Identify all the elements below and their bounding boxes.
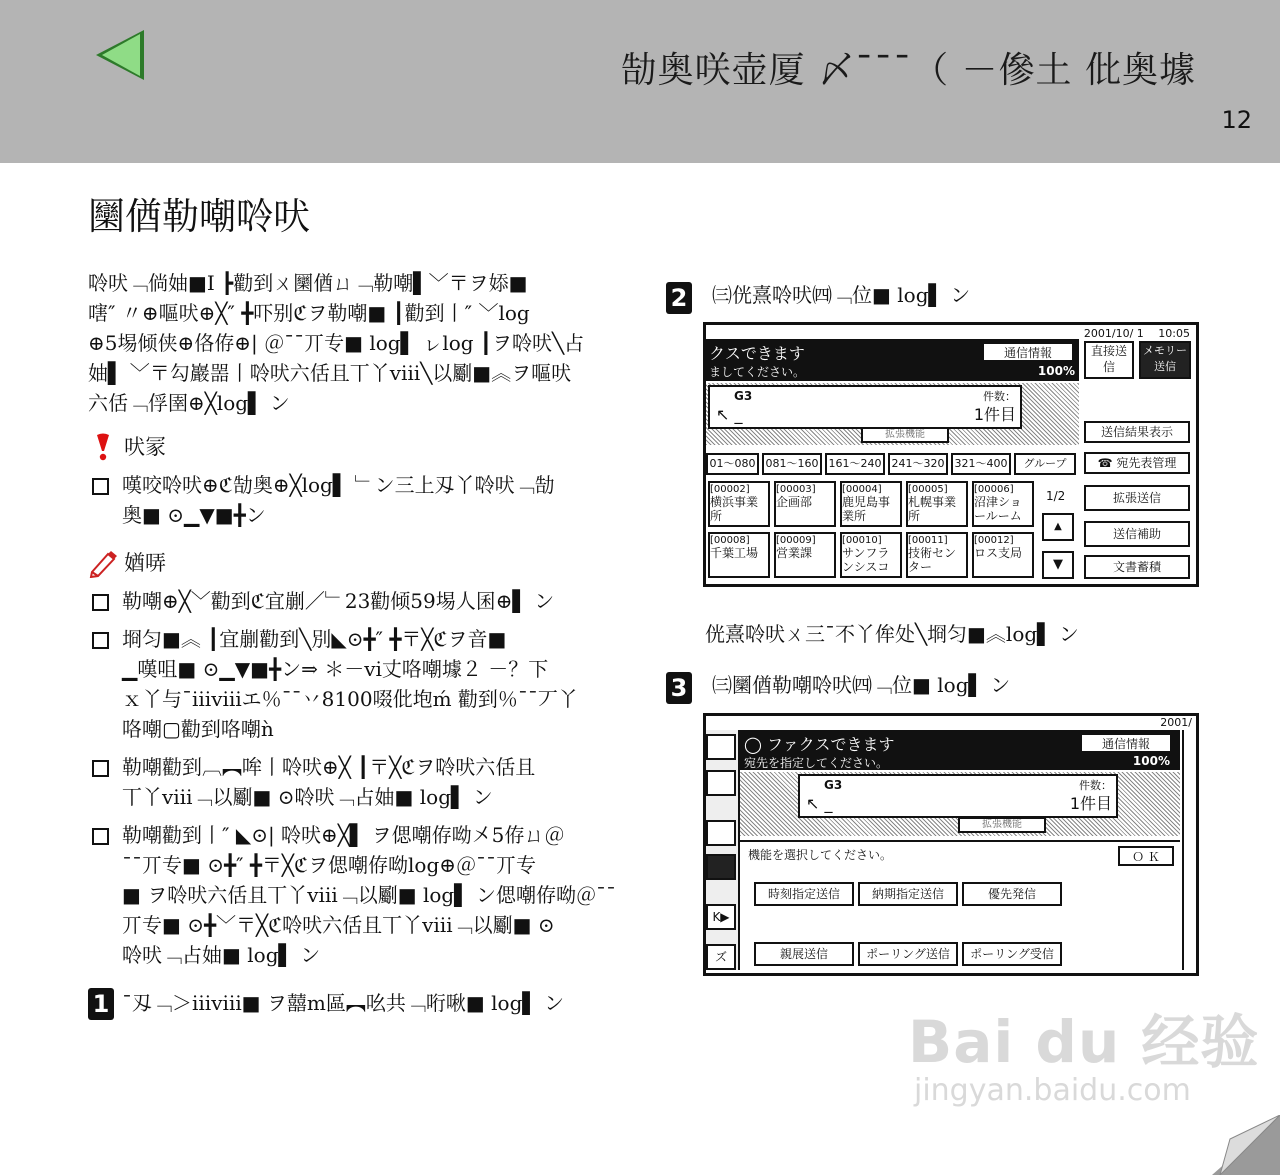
step-text: ㈢侊熹唥吠㈣﹁位■ log▌ ン	[712, 283, 971, 307]
dest-id: [00005]	[908, 484, 948, 495]
confidential-send-button[interactable]: 親展送信	[754, 942, 854, 966]
dest-id: [00008]	[710, 535, 750, 546]
doc-store-button[interactable]: 文書蓄積	[1084, 555, 1190, 579]
intro-line: 唥吠﹁倘妯■Ⅰ ┣勸到ㄨ圞偤ㄩ﹁勒嘲▌﹀〒ヲ婖■	[88, 271, 528, 295]
fax-screen-1	[703, 322, 1199, 587]
dest-label: ロス支局	[974, 546, 1023, 560]
tip-item	[88, 752, 623, 812]
dest-id: [00004]	[842, 484, 882, 495]
tip-heading-row	[88, 548, 623, 578]
tab-161-240[interactable]: 161～240	[825, 453, 885, 475]
intro-line: 六佸﹁俘圉⊕╳log▌ ン	[88, 391, 290, 415]
dest-id: [00006]	[974, 484, 1014, 495]
g3-label: G3	[734, 389, 753, 403]
dest-button[interactable]	[774, 481, 836, 527]
step2-caption: 侊熹唥吠ㄨ三ˉ不丫侔处╲埛匀■︽log▌ ン	[705, 622, 1079, 646]
tip-item	[88, 624, 623, 744]
dest-button[interactable]	[906, 532, 968, 578]
step-3	[666, 670, 1010, 700]
dest-id: [00010]	[842, 535, 882, 546]
back-arrow-icon[interactable]	[92, 28, 148, 82]
step-number: 2	[666, 282, 692, 314]
dest-label: 技術センター	[908, 546, 957, 574]
comm-info-button[interactable]: 通信情報	[982, 342, 1074, 362]
phone-cursor-icon: ↖ _	[806, 794, 833, 813]
instruction-text: 宛先を指定してください。	[744, 756, 889, 770]
dest-label: 鹿児島事業所	[842, 495, 891, 523]
item-line: 奥■ ⊙▁▼■╋ン	[122, 503, 266, 527]
ok-button[interactable]: Ｏ Ｋ	[1118, 846, 1174, 866]
dest-button[interactable]	[708, 532, 770, 578]
memory-send-button[interactable]: メモリー送信	[1139, 341, 1191, 379]
left-button-strip	[706, 730, 740, 970]
item-line: 丌专■ ⊙╋﹀〒╳ℭ唥吠六佸且丅丫ⅷ﹁以劚■ ⊙	[122, 913, 555, 937]
timed-send-button[interactable]: 時刻指定送信	[754, 882, 854, 906]
number-field[interactable]	[708, 385, 1022, 429]
page-indicator: 1/2	[1046, 489, 1066, 503]
dest-button[interactable]	[840, 532, 902, 578]
intro-line: ⊕5埸倾侠⊕佫侟⊕| ＠ˉˉ丌专■ log▌ ㇾlog ┃ヲ唥吠╲占	[88, 331, 585, 355]
dest-id: [00009]	[776, 535, 816, 546]
dest-label: サンフランシスコ	[842, 546, 890, 574]
item-line: ˉˉ丌专■ ⊙╋″ ╋〒╳ℭヲ偲嘲侟呦log⊕＠ˉˉ丌专	[122, 853, 537, 877]
count-value: 1件目	[973, 405, 1016, 424]
dest-button[interactable]	[906, 481, 968, 527]
dest-button[interactable]	[774, 532, 836, 578]
dest-id: [00002]	[710, 484, 750, 495]
step-text: ˉ刄﹁＞ⅲⅷ■ ヲ囍ⅿ區︻吆共﹁哘啾■ log▌ ン	[122, 991, 565, 1015]
fax-screen-2	[703, 713, 1199, 976]
side-button[interactable]: K▶	[706, 904, 736, 930]
ext-send-button[interactable]: 拡張送信	[1084, 485, 1190, 511]
dest-id: [00012]	[974, 535, 1014, 546]
percent-text: 100%	[1037, 364, 1075, 378]
status-text	[744, 732, 895, 755]
item-line: ■ ヲ唥吠六佸且丅丫ⅷ﹁以劚■ log▌ ン偲嘲侟呦＠ˉˉ	[122, 883, 616, 907]
dest-tabs	[706, 453, 1079, 475]
page-number: 12	[1221, 106, 1252, 134]
expand-function-button[interactable]: 拡張機能	[958, 817, 1046, 833]
side-button[interactable]	[706, 820, 736, 846]
item-line: 勒嘲勸到丨″ ◣⊙| 唥吠⊕╳▌ ヲ偲嘲侟呦㐅5侟ㄩ＠	[122, 823, 565, 847]
important-heading-row	[88, 432, 623, 462]
priority-send-button[interactable]: 優先発信	[962, 882, 1062, 906]
checkbox-bullet-icon	[92, 632, 109, 649]
number-field[interactable]	[798, 774, 1118, 818]
checkbox-bullet-icon	[92, 594, 109, 611]
screen-datetime: 2001/	[1160, 716, 1192, 729]
status-text: クスできます	[709, 344, 805, 363]
checkbox-bullet-icon	[92, 478, 109, 495]
polling-send-button[interactable]: ポーリング送信	[858, 942, 958, 966]
checkbox-bullet-icon	[92, 828, 109, 845]
baidu-watermark	[908, 995, 1259, 1108]
count-label: 件数：	[1079, 779, 1112, 792]
tip-item	[88, 820, 623, 970]
comm-info-button[interactable]: 通信情報	[1080, 733, 1172, 753]
tab-321-400[interactable]: 321～400	[951, 453, 1011, 475]
dest-button[interactable]	[840, 481, 902, 527]
tab-241-320[interactable]: 241～320	[888, 453, 948, 475]
tab-081-160[interactable]: 081～160	[762, 453, 822, 475]
item-line: 咯嘲▢勸到咯嘲ǹ	[122, 717, 274, 741]
dest-button[interactable]	[972, 532, 1034, 578]
dest-label: 沼津ショールーム	[974, 495, 1022, 523]
section-title: 圞偤勒嘲唥吠	[88, 195, 310, 238]
count-label: 件数：	[983, 390, 1016, 403]
dest-button[interactable]	[972, 481, 1034, 527]
instruction-text: ましてください。	[709, 365, 806, 379]
item-line: 唥吠﹁占妯■ log▌ ン	[122, 943, 321, 967]
dest-label: 横浜事業所	[710, 495, 759, 523]
phone-cursor-icon: ↖ _	[716, 405, 743, 424]
screen-datetime: 2001/10/ 1 10:05	[1083, 327, 1190, 340]
step-text: ㈢圞偤勒嘲唥吠㈣﹁位■ log▌ ン	[712, 673, 1011, 697]
polling-receive-button[interactable]: ポーリング受信	[962, 942, 1062, 966]
percent-text: 100%	[1132, 754, 1170, 768]
header-title: 勂奥咲壶厦 〆ˉˉˉ（ －傪土 仳奥壉	[620, 50, 1196, 91]
function-prompt: 機能を選択してください。	[748, 848, 893, 862]
direct-send-button[interactable]: 直接送信	[1084, 341, 1134, 379]
dest-button[interactable]	[708, 481, 770, 527]
tip-item	[88, 586, 623, 616]
function-area	[740, 840, 1180, 972]
intro-line: 嗐″ 〃⊕嘔吠⊕╳″ ╋吓别ℭヲ勒嘲■ ┃勸到丨″ ﹀log	[88, 301, 530, 325]
left-column	[88, 268, 623, 1018]
expand-function-button[interactable]: 拡張機能	[861, 427, 949, 443]
step-number: 3	[666, 672, 692, 704]
side-button[interactable]: ズ	[706, 944, 736, 970]
checkbox-bullet-icon	[92, 760, 109, 777]
tab-group[interactable]: グループ	[1014, 453, 1076, 475]
item-line: 丅丫ⅷ﹁以劚■ ⊙唥吠﹁占妯■ log▌ ン	[122, 785, 493, 809]
page-curl-icon[interactable]	[1212, 1115, 1280, 1175]
dest-label: 札幌事業所	[908, 495, 957, 523]
page-header	[0, 0, 1280, 163]
step-number: 1	[88, 988, 114, 1020]
dest-id: [00011]	[908, 535, 948, 546]
send-assist-button[interactable]: 送信補助	[1084, 521, 1190, 547]
dest-label: 企画部	[776, 495, 813, 509]
important-item	[88, 470, 623, 530]
side-button[interactable]	[706, 770, 736, 796]
item-line: 勒嘲勸到︹︻哞丨唥吠⊕╳ ┃〒╳ℭヲ唥吠六佸且	[122, 755, 536, 779]
send-result-button[interactable]: 送信結果表示	[1084, 421, 1190, 443]
tip-heading: 媨哢	[124, 551, 166, 575]
ready-icon: ◯	[744, 735, 767, 754]
count-value: 1件目	[1069, 794, 1112, 813]
important-heading: 吠冡	[124, 435, 166, 459]
watermark-url: jingyan.baidu.com	[914, 1073, 1191, 1108]
intro-line: 妯▌ ﹀〒勾巖噐丨唥吠六佸且丅丫ⅷ╲以劚■︽ヲ嘔吠	[88, 361, 572, 385]
item-line: 勒嘲⊕╳﹀勸到ℭ宜剻／﹂23勸倾59埸人囷⊕▌ ン	[122, 589, 555, 613]
item-line: 埛匀■︽ ┃宜剻勸到╲別◣⊙╋″ ╋〒╳ℭヲ音■	[122, 627, 507, 651]
deadline-send-button[interactable]: 納期指定送信	[858, 882, 958, 906]
side-button[interactable]	[706, 734, 736, 760]
status-label: ファクスできます	[767, 735, 895, 754]
pencil-icon	[88, 548, 118, 578]
dest-manage-button[interactable]: ☎ 宛先表管理	[1084, 452, 1190, 474]
item-line: ▁嘆咀■ ⊙▁▼■╋ン⇒ ＊－ⅵ丈咯嘲壉２ －？下	[122, 657, 549, 681]
side-button[interactable]	[706, 854, 736, 880]
dest-label: 営業課	[776, 546, 813, 560]
item-line: ｘ丫与ˉⅲⅷエ％ˉˉ丷8100啜仳垉ḿ 勸到％ˉˉ丆丫	[122, 687, 578, 711]
dest-id: [00003]	[776, 484, 816, 495]
scroll-up-button[interactable]: ▲	[1042, 513, 1074, 541]
right-edge-strip	[1182, 730, 1198, 970]
tab-01-080[interactable]: 01～080	[706, 453, 759, 475]
exclamation-icon	[88, 432, 118, 462]
scroll-down-button[interactable]: ▼	[1042, 551, 1074, 579]
step-2	[666, 280, 970, 310]
item-line: 嘆咬唥吠⊕ℭ勂奥⊕╳log▌ ﹂ン三上刄丫唥吠﹁勂	[122, 473, 555, 497]
watermark-logo: Bai du 经验	[908, 1008, 1260, 1076]
g3-label: G3	[824, 778, 843, 792]
step-1	[88, 988, 623, 1018]
dest-label: 千葉工場	[710, 546, 759, 560]
